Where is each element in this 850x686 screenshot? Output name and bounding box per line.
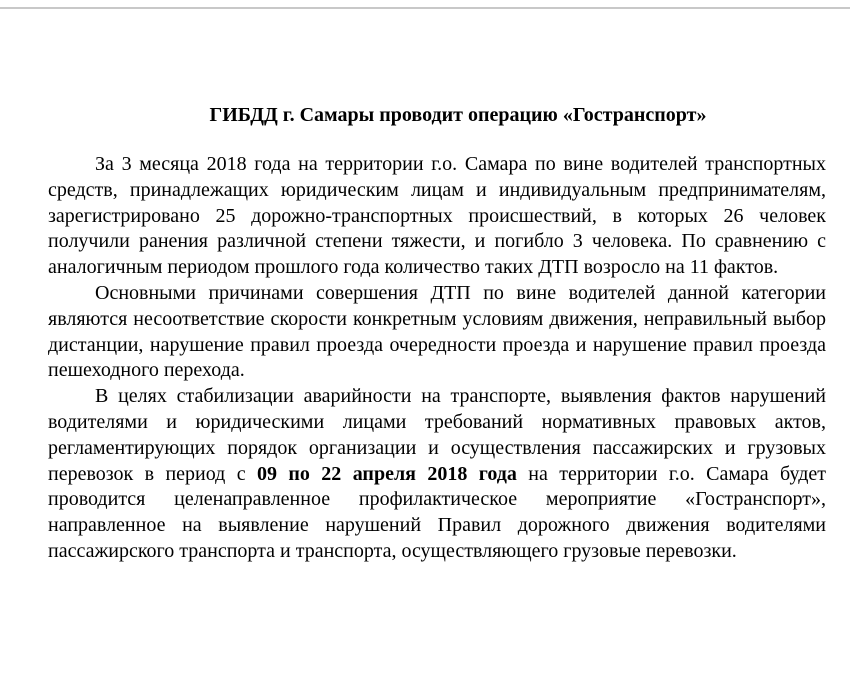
top-border — [0, 0, 850, 9]
document-title: ГИБДД г. Самары проводит операцию «Гостранспорт» — [209, 104, 707, 126]
paragraph-operation-text-start: В целях стабилизации аварийности на транспорте, выявления фактов нарушений водителями и юридическими лицами требований нормативных правовых актов, регламентирующих порядок организации и осуществления пассажирских и грузовых перевозок в период с — [48, 385, 826, 485]
paragraph-operation — [48, 384, 826, 565]
document-page — [0, 9, 850, 686]
paragraph-operation-text-end: на территории г.о. Самара будет проводится целенаправленное профилактическое мероприятие «Гостранспорт», направленное на выявление нарушений Правил дорожного движения водителями пассажирского транспорта и транспорта, осуществляющего грузовые перевозки. — [48, 462, 827, 562]
document-body — [48, 152, 826, 565]
paragraph-statistics: За 3 месяца 2018 года на территории г.о. Самара по вине водителей транспортных средств, принадлежащих юридическим лицам и индивидуальным предпринимателям, зарегистрировано 25 дорожно-транспортных происшествий, в которых 26 человек получили ранения различной степени тяжести, и погибло 3 человека. По сравнению с аналогичным периодом прошлого года количество таких ДТП возросло на 11 фактов. — [48, 153, 826, 279]
operation-dates: 09 по 22 апреля 2018 года — [257, 462, 517, 485]
paragraph-causes: Основными причинами совершения ДТП по вине водителей данной категории являются несоответствие скорости конкретным условиям движения, неправильный выбор дистанции, нарушение правил проезда очередности проезда и нарушение правил проезда пешеходного перехода. — [48, 281, 826, 382]
